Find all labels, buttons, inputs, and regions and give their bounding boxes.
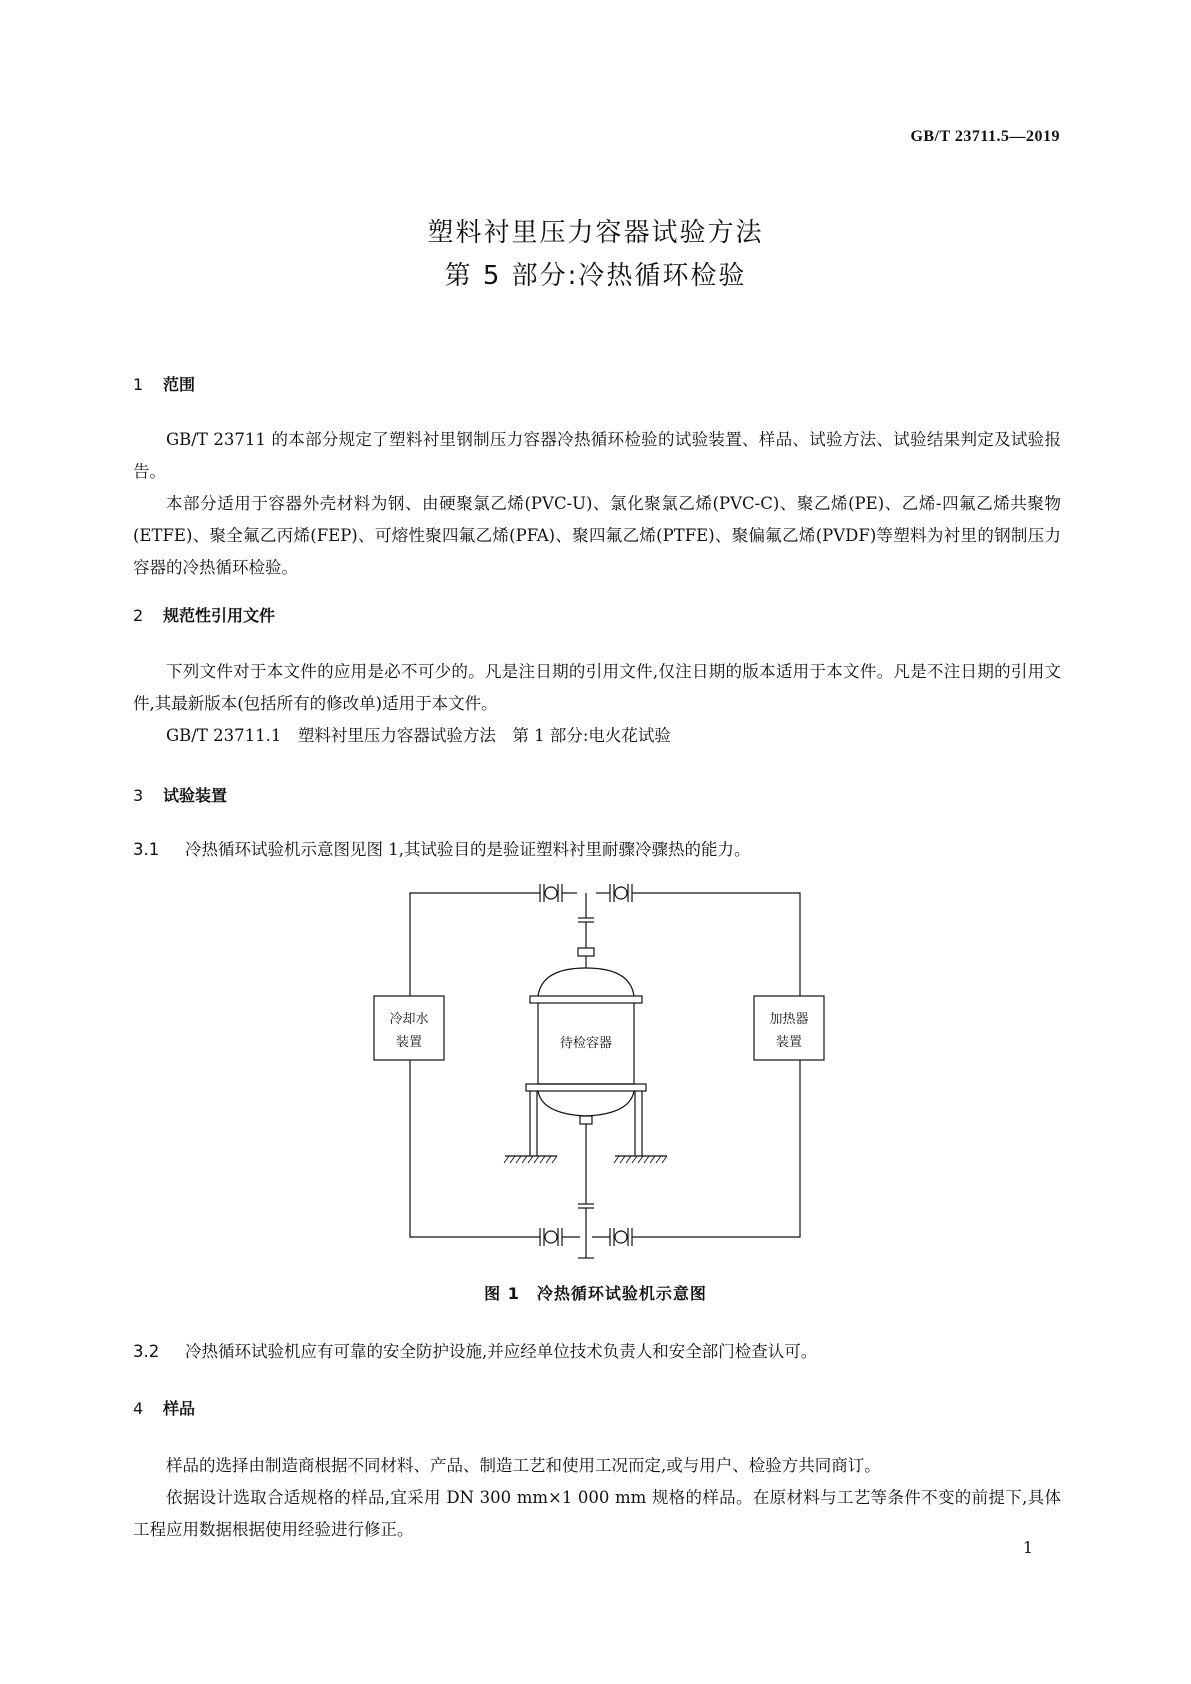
figure-1-diagram [330, 866, 860, 1261]
page-number: 1 [1022, 1538, 1033, 1557]
section-4-heading [133, 1396, 195, 1419]
section-4-paragraph-2: 依据设计选取合适规格的样品,宜采用 DN 300 mm×1 000 mm 规格的样品。在原材料与工艺等条件不变的前提下,具体工程应用数据根据使用经验进行修正。 [133, 1488, 1061, 1539]
cooler-label-line-1: 冷却水 [389, 1012, 429, 1027]
top-right-valve-icon [596, 884, 652, 902]
section-3-heading [133, 783, 227, 806]
figure-1-caption: 图 1 冷热循环试验机示意图 [484, 1284, 707, 1303]
clause-3-2-number: 3.2 [133, 1342, 160, 1361]
clause-3-1 [133, 836, 751, 860]
bottom-left-valve-icon [540, 1228, 580, 1246]
heater-device-box [754, 996, 824, 1060]
section-1-paragraph-2: 本部分适用于容器外壳材料为钢、由硬聚氯乙烯(PVC-U)、氯化聚氯乙烯(PVC-C)、聚乙烯(PE)、乙烯-四氟乙烯共聚物(ETFE)、聚全氟乙丙烯(FEP)、可熔性聚四氟乙烯(PFA)、聚四氟乙烯(PTFE)、聚偏氟乙烯(PVDF)等塑料为衬里的钢制压力容器的冷热循环检验。 [133, 494, 1061, 577]
heater-label-line-2: 装置 [775, 1035, 803, 1050]
section-1-number: 1 [133, 375, 144, 394]
right-pipe-loop [652, 893, 803, 1237]
section-3-number: 3 [133, 786, 144, 805]
section-2-paragraph-1: 下列文件对于本文件的应用是必不可少的。凡是注日期的引用文件,仅注日期的版本适用于本文件。凡是不注日期的引用文件,其最新版本(包括所有的修改单)适用于本文件。 [133, 662, 1061, 713]
section-2-heading [133, 603, 275, 626]
clause-3-2 [133, 1338, 817, 1362]
clause-3-1-number: 3.1 [133, 840, 160, 859]
section-2-number: 2 [133, 606, 144, 625]
bottom-right-valve-icon [592, 1228, 652, 1246]
section-2-reference: GB/T 23711.1 塑料衬里压力容器试验方法 第 1 部分:电火花试验 [166, 726, 671, 745]
left-pipe-loop [410, 893, 540, 1237]
clause-3-2-text: 冷热循环试验机应有可靠的安全防护设施,并应经单位技术负责人和安全部门检查认可。 [185, 1342, 818, 1361]
cooler-label-line-2: 装置 [395, 1035, 423, 1050]
clause-3-1-text: 冷热循环试验机示意图见图 1,其试验目的是验证塑料衬里耐骤冷骤热的能力。 [185, 840, 751, 859]
document-title: 塑料衬里压力容器试验方法 [427, 218, 764, 248]
section-4-paragraph-1: 样品的选择由制造商根据不同材料、产品、制造工艺和使用工况而定,或与用户、检验方共同商订。 [166, 1456, 881, 1475]
section-3-title: 试验装置 [163, 786, 228, 805]
section-4-number: 4 [133, 1399, 144, 1418]
cooling-water-device-box [374, 996, 444, 1060]
document-subtitle: 第 5 部分:冷热循环检验 [444, 261, 747, 291]
section-1-paragraph-1: GB/T 23711 的本部分规定了塑料衬里钢制压力容器冷热循环检验的试验装置、样品、试验方法、试验结果判定及试验报告。 [133, 430, 1061, 481]
section-2-title: 规范性引用文件 [163, 606, 276, 625]
section-1-heading [133, 372, 195, 395]
top-left-valve-icon [540, 884, 577, 902]
section-4-title: 样品 [163, 1399, 196, 1418]
vessel-label: 待检容器 [559, 1036, 613, 1051]
heater-label-line-1: 加热器 [769, 1012, 809, 1027]
section-1-title: 范围 [163, 375, 196, 394]
standard-code: GB/T 23711.5—2019 [910, 128, 1060, 145]
